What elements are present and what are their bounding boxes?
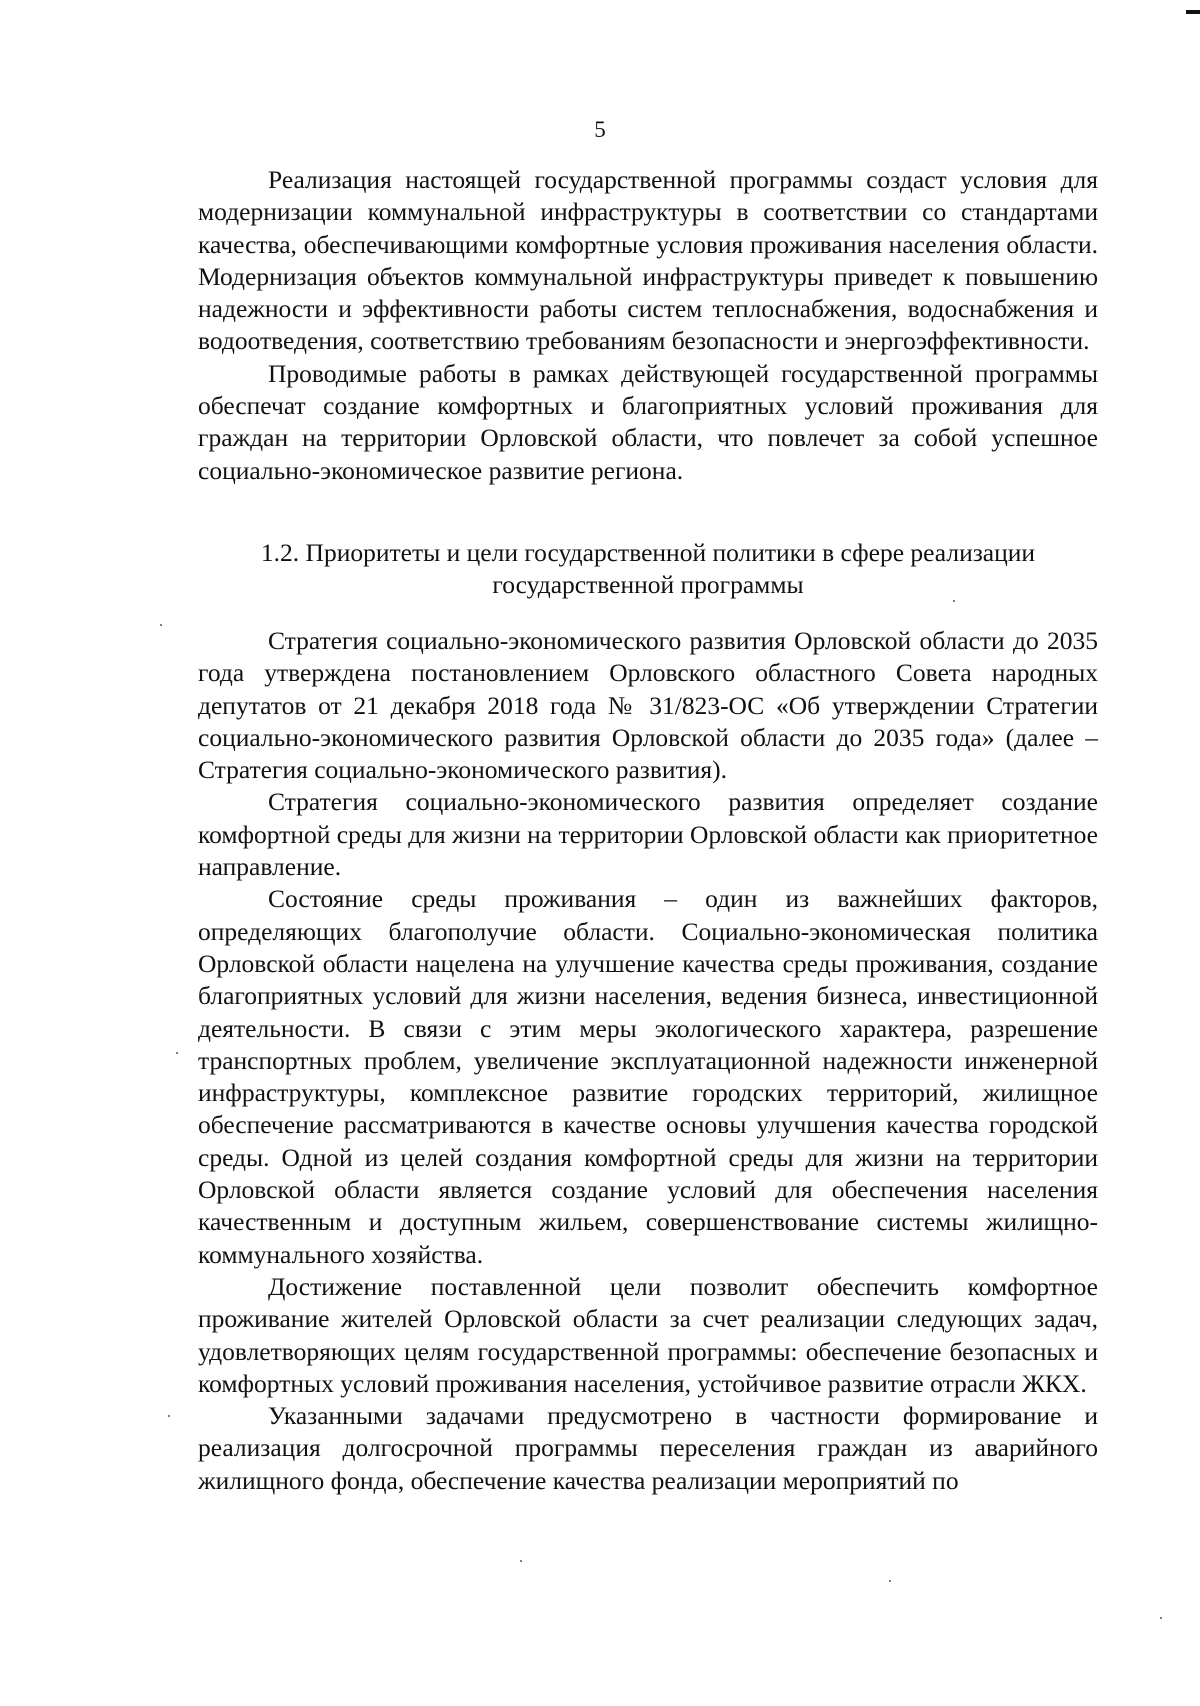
section-heading-line: 1.2. Приоритеты и цели государственной политики в сфере реализации	[260, 538, 1036, 567]
paragraph: Достижение поставленной цели позволит обеспечить комфортное проживание жителей Орловской области за счет реализации следующих задач, удовлетворяющих целям государственной программы: обеспечение безопасных и комфортных условий проживания населения, устойчивое развитие отрасли ЖКХ.	[198, 1271, 1098, 1398]
scan-speck	[160, 624, 162, 626]
paragraph: Проводимые работы в рамках действующей государственной программы обеспечат создание комфортных и благоприятных условий проживания для граждан на территории Орловской области, что повлечет за собой успешное социально-экономическое развитие региона.	[198, 358, 1098, 485]
paragraph: Реализация настоящей государственной программы создаст условия для модернизации коммунальной инфраструктуры в соответствии со стандартами качества, обеспечивающими комфортные условия проживания населения области. Модернизация объектов коммунальной инфраструктуры приведет к повышению надежности и эффективности работы систем теплоснабжения, водоснабжения и водоотведения, соответствию требованиям безопасности и энергоэффективности.	[198, 165, 1098, 356]
paragraph: Указанными задачами предусмотрено в частности формирование и реализация долгосрочной программы переселения граждан из аварийного жилищного фонда, обеспечение качества реализации мероприятий по	[198, 1401, 1098, 1495]
scan-speck	[176, 1052, 178, 1054]
paragraph: Стратегия социально-экономического развития определяет создание комфортной среды для жизни на территории Орловской области как приоритетное направление.	[198, 787, 1098, 882]
intro-text-block	[198, 164, 1098, 487]
paragraph: Стратегия социально-экономического развития Орловской области до 2035 года утверждена постановлением Орловского областного Совета народных депутатов от 21 декабря 2018 года № 31/823-ОС «Об утверждении Стратегии социально-экономического развития Орловской области до 2035 года» (далее – Стратегия социально-экономического развития).	[198, 626, 1098, 785]
section-heading	[198, 537, 1098, 601]
scan-speck	[953, 600, 955, 602]
scan-speck	[168, 1415, 170, 1417]
scan-speck	[520, 1560, 522, 1562]
scan-edge-mark	[1186, 10, 1200, 14]
scan-speck	[889, 1580, 891, 1582]
section-heading-line: государственной программы	[492, 570, 804, 599]
scan-speck	[1160, 1617, 1162, 1619]
page-number: 5	[594, 117, 606, 142]
section-text-block	[198, 625, 1098, 1497]
paragraph: Состояние среды проживания – один из важнейших факторов, определяющих благополучие области. Социально-экономическая политика Орловской области нацелена на улучшение качества среды проживания, создание благоприятных условий для жизни населения, ведения бизнеса, инвестиционной деятельности. В связи с этим меры экологического характера, разрешение транспортных проблем, увеличение эксплуатационной надежности инженерной инфраструктуры, комплексное развитие городских территорий, жилищное обеспечение рассматриваются в качестве основы улучшения качества городской среды. Одной из целей создания комфортной среды для жизни на территории Орловской области является создание условий для обеспечения населения качественным и доступным жильем, совершенствование системы жилищно-коммунального хозяйства.	[198, 884, 1098, 1269]
